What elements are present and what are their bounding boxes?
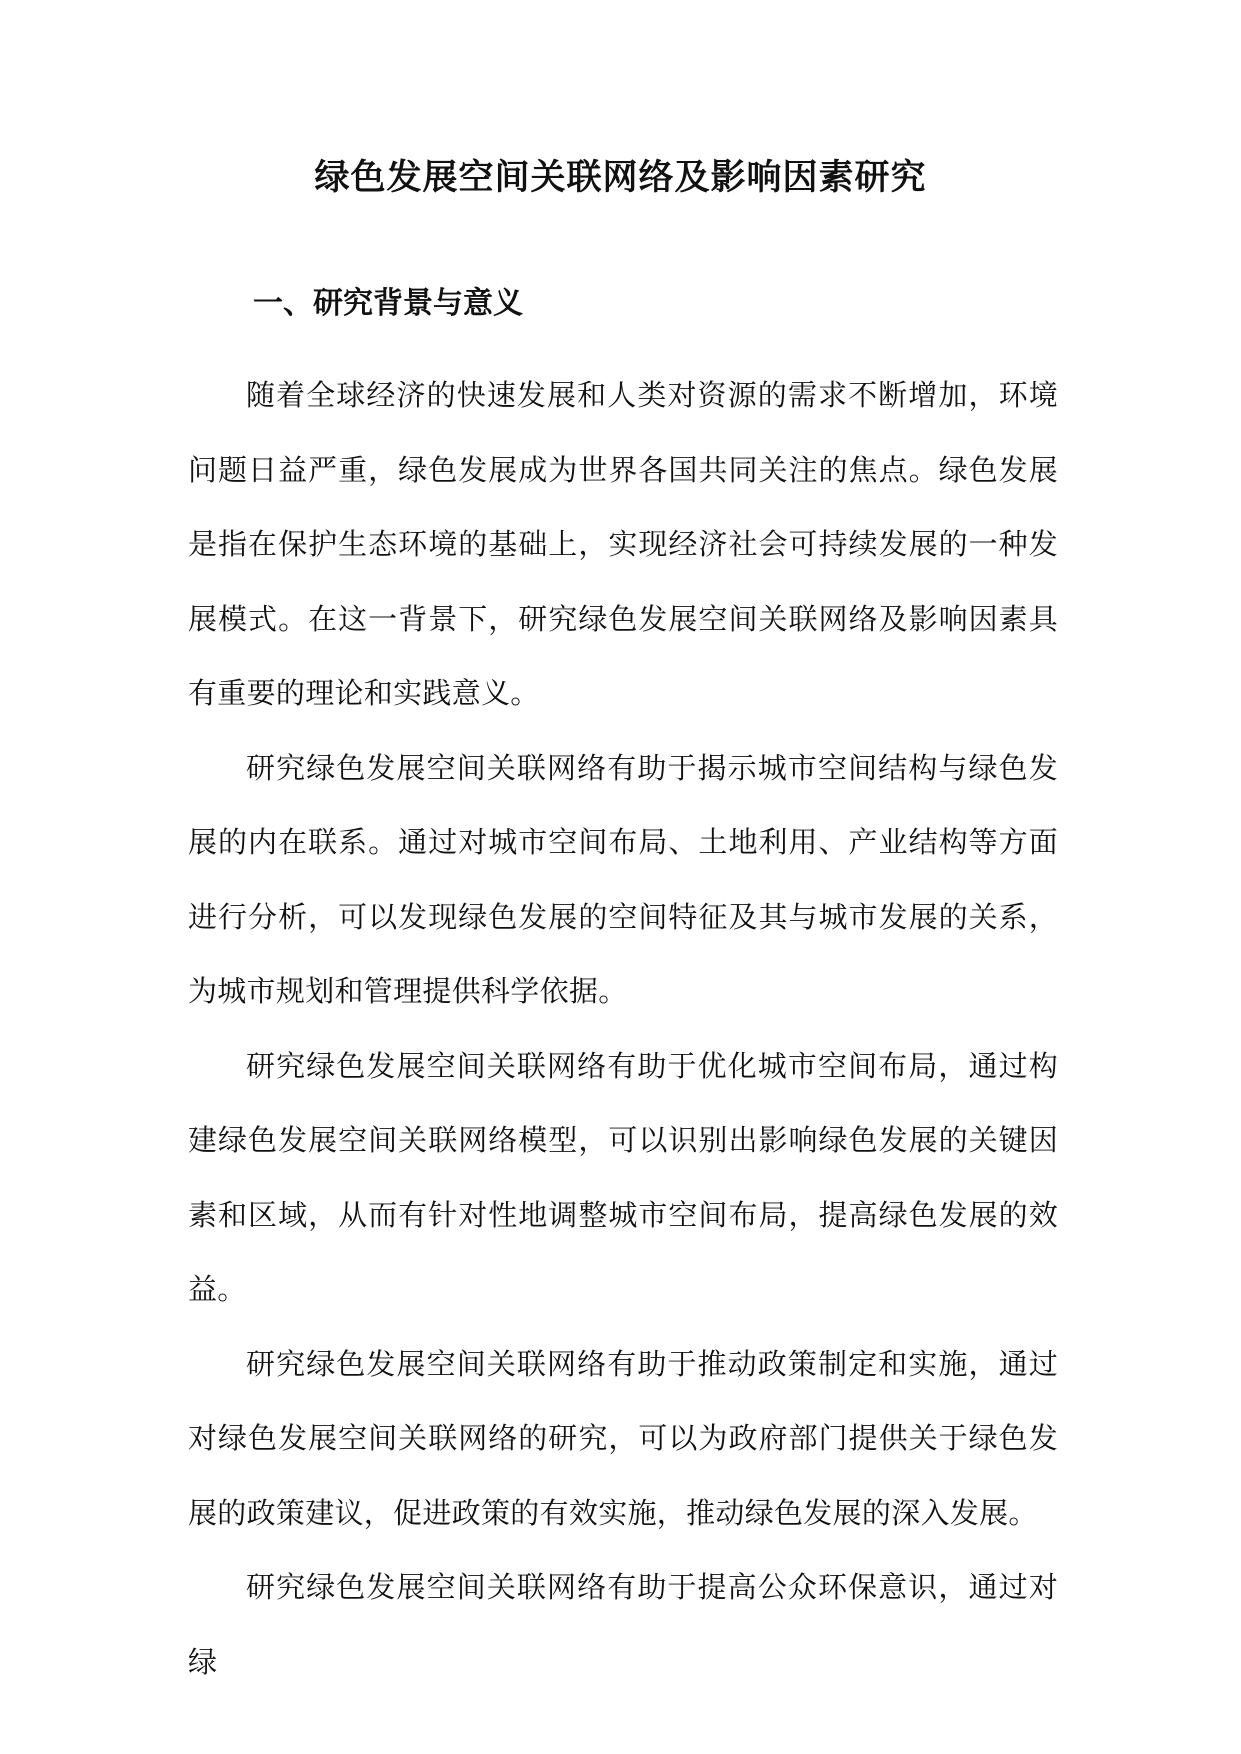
paragraph-spatial-layout: 研究绿色发展空间关联网络有助于优化城市空间布局，通过构建绿色发展空间关联网络模型，可以识别出影响绿色发展的关键因素和区域，从而有针对性地调整城市空间布局，提高绿色发展的效益。 bbox=[188, 1048, 1058, 1306]
paragraph-public-awareness: 研究绿色发展空间关联网络有助于提高公众环保意识，通过对绿 bbox=[188, 1570, 1058, 1679]
body-text bbox=[188, 358, 1058, 1699]
document-title: 绿色发展空间关联网络及影响因素研究 bbox=[314, 158, 927, 198]
paragraph-background: 随着全球经济的快速发展和人类对资源的需求不断增加，环境问题日益严重，绿色发展成为世界各国共同关注的焦点。绿色发展是指在保护生态环境的基础上，实现经济社会可持续发展的一种发展模式。在这一背景下，研究绿色发展空间关联网络及影响因素具有重要的理论和实践意义。 bbox=[188, 378, 1058, 710]
paragraph-spatial-structure: 研究绿色发展空间关联网络有助于揭示城市空间结构与绿色发展的内在联系。通过对城市空间布局、土地利用、产业结构等方面进行分析，可以发现绿色发展的空间特征及其与城市发展的关系，为城市规划和管理提供科学依据。 bbox=[188, 750, 1058, 1008]
section-heading: 一、研究背景与意义 bbox=[253, 286, 523, 321]
paragraph-policy: 研究绿色发展空间关联网络有助于推动政策制定和实施，通过对绿色发展空间关联网络的研究，可以为政府部门提供关于绿色发展的政策建议，促进政策的有效实施，推动绿色发展的深入发展。 bbox=[188, 1346, 1058, 1530]
